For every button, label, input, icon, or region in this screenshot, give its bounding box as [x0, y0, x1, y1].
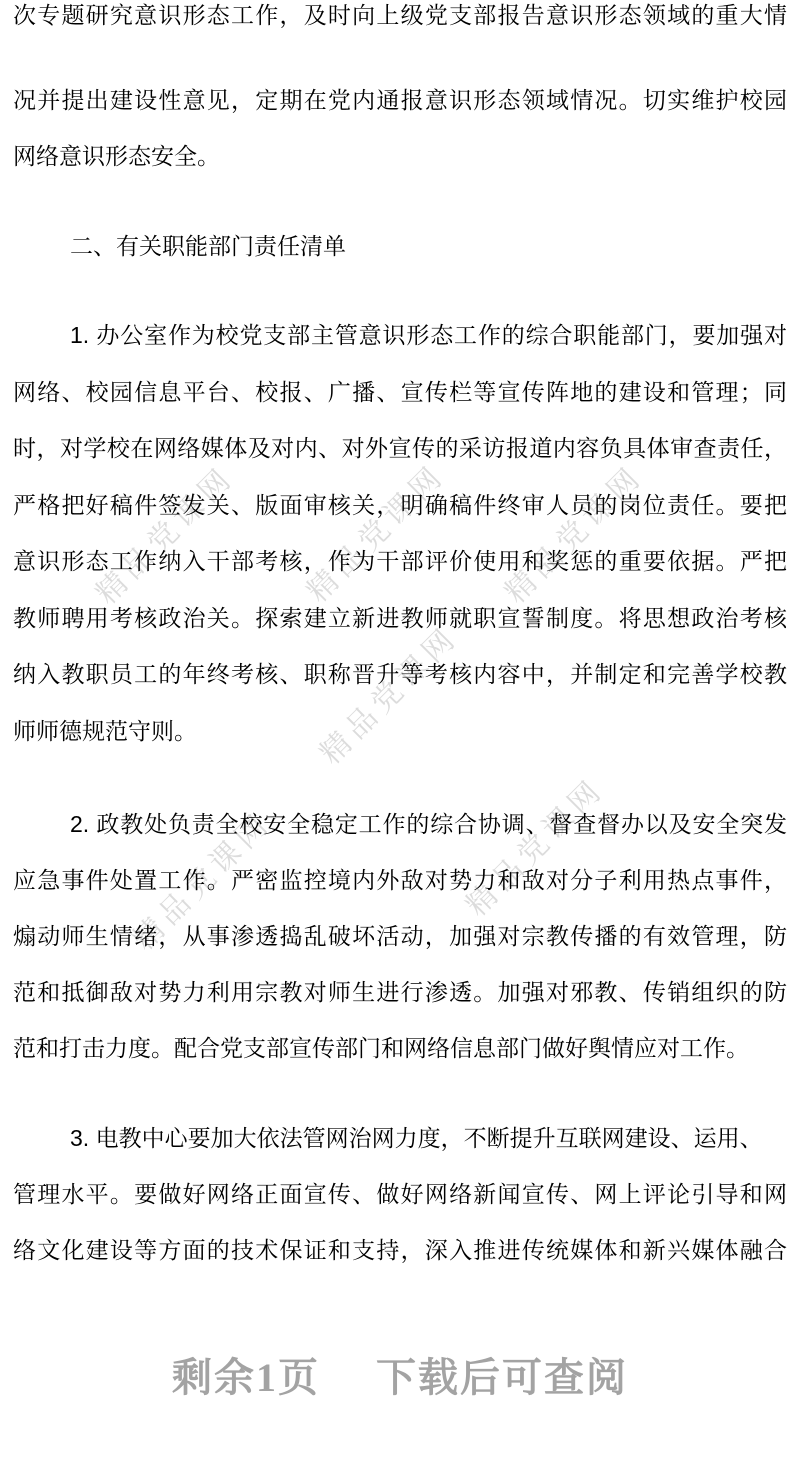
text-line: 教师聘用考核政治关。探索建立新进教师就职宣誓制度。将思想政治考核 — [13, 604, 787, 631]
text-line: 管理水平。要做好网络正面宣传、做好网络新闻宣传、网上评论引导和网 — [13, 1181, 787, 1207]
text-line: 范和打击力度。配合党支部宣传部门和网络信息部门做好舆情应对工作。 — [13, 1035, 749, 1061]
pages-remaining-label: 剩余1页 — [172, 1355, 320, 1400]
text-line: 纳入教职员工的年终考核、职称晋升等考核内容中，并制定和完善学校教 — [13, 661, 787, 687]
section-heading: 二、有关职能部门责任清单 — [70, 233, 346, 259]
watermark-text: 精品党课网 — [499, 459, 650, 610]
text-line: 煽动师生情绪，从事渗透捣乱破坏活动，加强对宗教传播的有效管理，防 — [13, 923, 787, 949]
text-line: 范和抵御敌对势力利用宗教对师生进行渗透。加强对邪教、传销组织的防 — [13, 979, 787, 1005]
watermark-text: 精品党课网 — [314, 620, 465, 771]
text-line: 网络意识形态安全。 — [13, 143, 220, 169]
text-line: 络文化建设等方面的技术保证和支持，深入推进传统媒体和新兴媒体融合 — [13, 1237, 787, 1263]
text-line: 师师德规范守则。 — [13, 717, 197, 744]
paragraph-continuation — [13, 0, 787, 43]
text-line: 次专题研究意识形态工作，及时向上级党支部报告意识形态领域的重大情 — [13, 2, 787, 28]
item-3-paragraph — [13, 1110, 787, 1278]
watermark-text: 精品党课网 — [460, 772, 611, 923]
download-hint-label: 下载后可查阅 — [376, 1355, 628, 1400]
section-heading-block — [13, 218, 787, 274]
preview-footer — [0, 1352, 800, 1404]
text-line: 况并提出建设性意见，定期在党内通报意识形态领域情况。切实维护校园 — [13, 87, 787, 113]
watermark-text: 精品党课网 — [301, 458, 452, 609]
text-line: 3. 电教中心要加大依法管网治网力度，不断提升互联网建设、运用、 — [70, 1125, 763, 1151]
text-line: 1. 办公室作为校党支部主管意识形态工作的综合职能部门，要加强对 — [70, 322, 787, 348]
text-line: 应急事件处置工作。严密监控境内外敌对势力和敌对分子利用热点事件， — [13, 867, 787, 893]
text-line: 2. 政教处负责全校安全稳定工作的综合协调、督查督办以及安全突发 — [70, 811, 787, 837]
text-line: 时，对学校在网络媒体及对内、对外宣传的采访报道内容负具体审查责任， — [13, 435, 787, 461]
text-line: 意识形态工作纳入干部考核，作为干部评价使用和奖惩的重要依据。严把 — [13, 548, 787, 574]
text-line: 网络、校园信息平台、校报、广播、宣传栏等宣传阵地的建设和管理；同 — [13, 378, 787, 405]
watermark-text: 精品党课网 — [90, 460, 241, 611]
watermark-text: 精品党课网 — [127, 806, 278, 957]
text-line: 严格把好稿件签发关、版面审核关，明确稿件终审人员的岗位责任。要把 — [13, 491, 787, 518]
item-1-paragraph — [13, 307, 787, 759]
paragraph-continuation — [13, 72, 787, 184]
item-2-paragraph — [13, 796, 787, 1076]
